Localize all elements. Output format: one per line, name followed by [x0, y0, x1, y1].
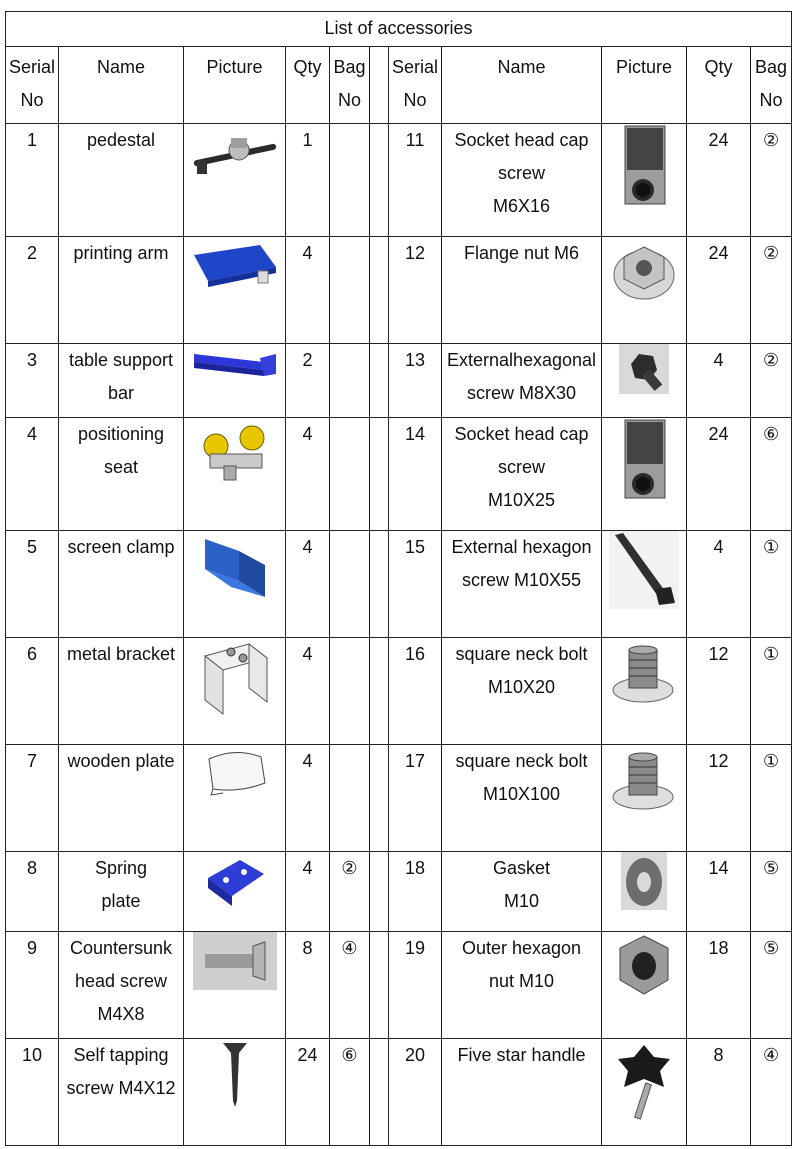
name-line: Gasket [492, 858, 551, 878]
serial-cell: 12 [389, 237, 442, 344]
name-line: screw [497, 457, 545, 477]
serial-cell: 7 [6, 745, 59, 852]
header-qty: Qty [286, 47, 330, 124]
gasket-picture [602, 852, 687, 932]
header-picture: Picture [602, 47, 687, 124]
wooden-plate-picture [184, 745, 286, 852]
serial-cell: 17 [389, 745, 442, 852]
table-row [6, 237, 792, 344]
qty-cell: 8 [687, 1039, 751, 1146]
qty-cell: 4 [286, 237, 330, 344]
bag-cell: ① [751, 531, 792, 638]
qty-cell: 8 [286, 932, 330, 1039]
hex-nut-picture-image [614, 932, 674, 998]
support-bar-picture-image [190, 344, 280, 386]
bag-cell: ④ [330, 932, 370, 1039]
qty-cell: 24 [687, 418, 751, 531]
bag-cell [330, 124, 370, 237]
table-row [6, 531, 792, 638]
name-cell [59, 418, 184, 531]
name-cell [59, 1039, 184, 1146]
serial-cell: 4 [6, 418, 59, 531]
printing-arm-picture [184, 237, 286, 344]
name-cell [442, 852, 602, 932]
column-spacer [370, 638, 389, 745]
bag-cell [330, 638, 370, 745]
name-line: M6X16 [492, 196, 551, 216]
tapping-screw-picture-image [215, 1039, 255, 1109]
name-line: plate [101, 891, 141, 911]
name-line: positioning [77, 424, 165, 444]
name-cell [59, 237, 184, 344]
serial-cell: 13 [389, 344, 442, 418]
bag-cell: ① [751, 638, 792, 745]
column-spacer [370, 932, 389, 1039]
header-serial: Serial No [6, 47, 59, 124]
bag-cell: ② [751, 237, 792, 344]
header-name: Name [442, 47, 602, 124]
countersunk-screw-picture [184, 932, 286, 1039]
wooden-plate-picture-image [199, 745, 271, 801]
serial-cell: 14 [389, 418, 442, 531]
name-cell [442, 745, 602, 852]
star-handle-picture [602, 1039, 687, 1146]
name-line: screw M10X55 [461, 570, 582, 590]
name-line: Socket head cap [454, 424, 589, 444]
serial-cell: 18 [389, 852, 442, 932]
tapping-screw-picture [184, 1039, 286, 1146]
serial-cell: 2 [6, 237, 59, 344]
bag-cell [330, 344, 370, 418]
socket-screw-picture [602, 124, 687, 237]
flange-nut-picture-image [610, 237, 678, 305]
column-spacer [370, 745, 389, 852]
countersunk-screw-picture-image [193, 932, 277, 990]
header-picture: Picture [184, 47, 286, 124]
name-cell [59, 124, 184, 237]
square-bolt-picture [602, 638, 687, 745]
column-spacer [370, 531, 389, 638]
pedestal-picture-image [191, 124, 279, 184]
name-line: seat [103, 457, 139, 477]
serial-cell: 19 [389, 932, 442, 1039]
name-line: screw [497, 163, 545, 183]
name-cell [442, 124, 602, 237]
long-screw-picture-image [609, 531, 679, 609]
positioning-seat-picture [184, 418, 286, 531]
name-line: screen clamp [67, 537, 175, 557]
bag-cell: ② [330, 852, 370, 932]
serial-cell: 6 [6, 638, 59, 745]
name-line: screw M4X12 [66, 1078, 176, 1098]
socket-screw-picture-image [613, 418, 675, 500]
bag-cell: ① [751, 745, 792, 852]
name-line: table support [68, 350, 174, 370]
name-line: screw M8X30 [466, 383, 577, 403]
table-row [6, 638, 792, 745]
name-cell [442, 237, 602, 344]
table-row [6, 932, 792, 1039]
support-bar-picture [184, 344, 286, 418]
qty-cell: 4 [286, 745, 330, 852]
table-row [6, 745, 792, 852]
bag-cell [330, 745, 370, 852]
name-line: M4X8 [97, 1004, 145, 1024]
serial-cell: 1 [6, 124, 59, 237]
name-line: wooden plate [67, 751, 175, 771]
long-screw-picture [602, 531, 687, 638]
name-line: metal bracket [66, 644, 176, 664]
metal-bracket-picture [184, 638, 286, 745]
hex-screw-picture [602, 344, 687, 418]
bag-cell [330, 237, 370, 344]
name-cell [59, 932, 184, 1039]
serial-cell: 11 [389, 124, 442, 237]
qty-cell: 4 [286, 531, 330, 638]
printing-arm-picture-image [190, 237, 280, 289]
name-line: printing arm [73, 243, 169, 263]
name-cell [442, 1039, 602, 1146]
qty-cell: 18 [687, 932, 751, 1039]
accessories-table [5, 11, 792, 1146]
column-spacer [370, 418, 389, 531]
serial-cell: 9 [6, 932, 59, 1039]
qty-cell: 4 [286, 638, 330, 745]
table-row [6, 124, 792, 237]
name-line: M10X25 [487, 490, 556, 510]
qty-cell: 2 [286, 344, 330, 418]
square-bolt-picture [602, 745, 687, 852]
name-line: External hexagon [451, 537, 592, 557]
header-serial: Serial No [389, 47, 442, 124]
column-spacer [370, 47, 389, 124]
serial-cell: 10 [6, 1039, 59, 1146]
bag-cell: ⑥ [751, 418, 792, 531]
square-bolt-picture-image [611, 638, 677, 708]
name-line: bar [107, 383, 134, 403]
name-cell [442, 531, 602, 638]
qty-cell: 24 [286, 1039, 330, 1146]
column-spacer [370, 237, 389, 344]
spring-plate-picture-image [202, 852, 268, 908]
bag-cell: ② [751, 124, 792, 237]
flange-nut-picture [602, 237, 687, 344]
table-row [6, 344, 792, 418]
name-line: Self tapping [73, 1045, 169, 1065]
name-cell [59, 531, 184, 638]
name-line: Externalhexagonal [446, 350, 597, 370]
name-cell [59, 344, 184, 418]
name-cell [442, 344, 602, 418]
name-line: nut M10 [488, 971, 555, 991]
table-row [6, 852, 792, 932]
name-cell [59, 852, 184, 932]
column-spacer [370, 1039, 389, 1146]
qty-cell: 14 [687, 852, 751, 932]
name-cell [442, 932, 602, 1039]
bag-cell: ⑤ [751, 932, 792, 1039]
metal-bracket-picture-image [195, 638, 275, 724]
bag-cell: ④ [751, 1039, 792, 1146]
table-title: List of accessories [6, 12, 792, 47]
column-spacer [370, 124, 389, 237]
serial-cell: 8 [6, 852, 59, 932]
serial-cell: 16 [389, 638, 442, 745]
name-line: M10X100 [482, 784, 561, 804]
qty-cell: 12 [687, 745, 751, 852]
bag-cell: ⑥ [330, 1039, 370, 1146]
spring-plate-picture [184, 852, 286, 932]
name-line: Outer hexagon [461, 938, 582, 958]
bag-cell [330, 418, 370, 531]
name-cell [442, 418, 602, 531]
hex-screw-picture-image [619, 344, 669, 394]
serial-cell: 5 [6, 531, 59, 638]
qty-cell: 24 [687, 237, 751, 344]
pedestal-picture [184, 124, 286, 237]
socket-screw-picture [602, 418, 687, 531]
gasket-picture-image [621, 852, 667, 910]
name-line: head screw [74, 971, 168, 991]
name-line: pedestal [86, 130, 156, 150]
serial-cell: 15 [389, 531, 442, 638]
header-qty: Qty [687, 47, 751, 124]
column-spacer [370, 852, 389, 932]
name-line: Five star handle [457, 1045, 586, 1065]
square-bolt-picture-image [611, 745, 677, 815]
qty-cell: 1 [286, 124, 330, 237]
header-name: Name [59, 47, 184, 124]
name-line: Countersunk [69, 938, 173, 958]
name-line: square neck bolt [455, 644, 588, 664]
bag-cell: ② [751, 344, 792, 418]
qty-cell: 4 [687, 531, 751, 638]
column-spacer [370, 344, 389, 418]
serial-cell: 3 [6, 344, 59, 418]
header-bag: Bag No [330, 47, 370, 124]
name-line: square neck bolt [455, 751, 588, 771]
table-row [6, 1039, 792, 1146]
qty-cell: 12 [687, 638, 751, 745]
name-cell [59, 745, 184, 852]
name-cell [59, 638, 184, 745]
table-row [6, 418, 792, 531]
name-line: M10X20 [487, 677, 556, 697]
name-line: Socket head cap [454, 130, 589, 150]
screen-clamp-picture [184, 531, 286, 638]
header-bag: Bag No [751, 47, 792, 124]
positioning-seat-picture-image [194, 418, 276, 484]
name-line: Spring [94, 858, 148, 878]
bag-cell [330, 531, 370, 638]
star-handle-picture-image [610, 1039, 678, 1123]
screen-clamp-picture-image [199, 531, 271, 607]
name-cell [442, 638, 602, 745]
serial-cell: 20 [389, 1039, 442, 1146]
qty-cell: 4 [286, 852, 330, 932]
name-line: Flange nut M6 [463, 243, 580, 263]
qty-cell: 4 [286, 418, 330, 531]
bag-cell: ⑤ [751, 852, 792, 932]
hex-nut-picture [602, 932, 687, 1039]
qty-cell: 4 [687, 344, 751, 418]
qty-cell: 24 [687, 124, 751, 237]
socket-screw-picture-image [613, 124, 675, 206]
name-line: M10 [503, 891, 539, 911]
